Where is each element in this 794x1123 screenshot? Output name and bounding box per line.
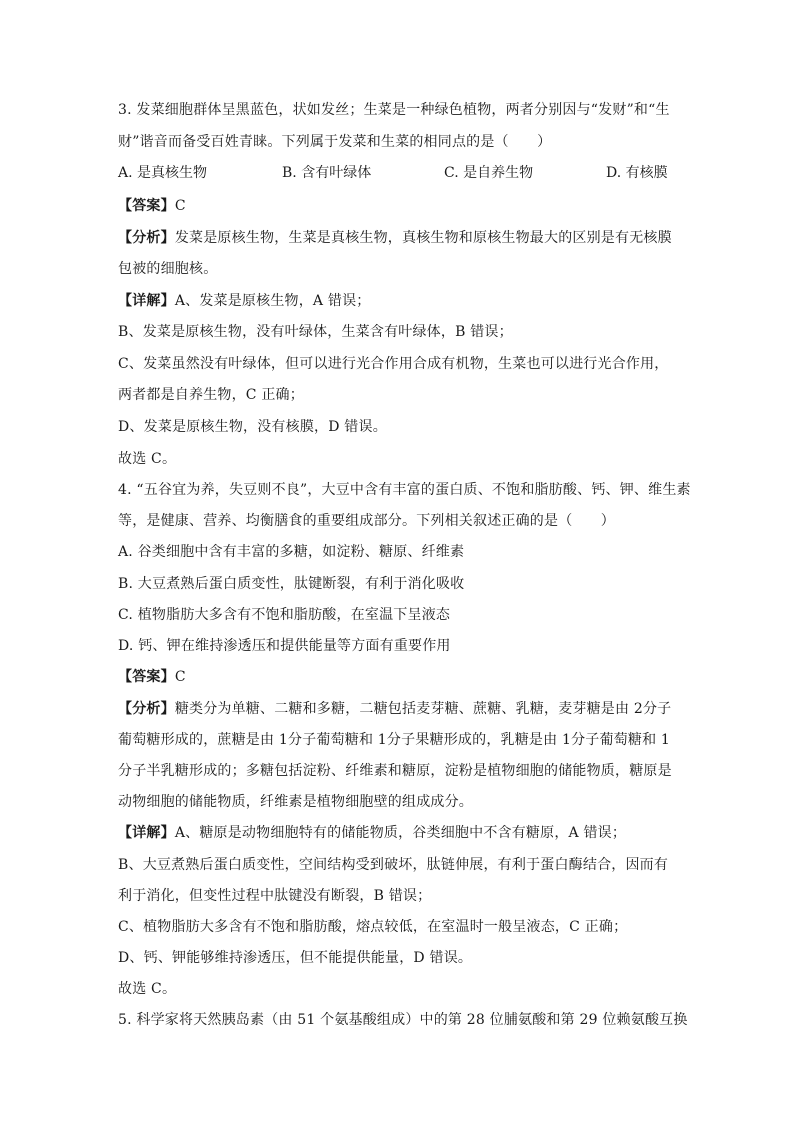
q3-answer <box>118 196 186 216</box>
answer-tag: 【答案】 <box>118 198 175 214</box>
q3-detail-line-3: C、发菜虽然没有叶绿体，但可以进行光合作用合成有机物，生菜也可以进行光合作用， <box>118 356 669 372</box>
q4-detail-line-4: C、植物脂肪大多含有不饱和脂肪酸，熔点较低，在室温时一般呈液态，C 正确； <box>118 919 628 935</box>
q4-stem-line-2: 等，是健康、营养、均衡膳食的重要组成部分。下列相关叙述正确的是（ ） <box>118 513 615 529</box>
detail-tag: 【详解】 <box>118 825 175 841</box>
q4-detail-line-3: 利于消化，但变性过程中肽键没有断裂，B 错误； <box>118 888 432 904</box>
q4-conclusion: 故选 C。 <box>118 981 177 997</box>
q3-analysis-line-2: 包被的细胞核。 <box>118 261 218 277</box>
q4-answer <box>118 667 186 687</box>
q4-option-c: C. 植物脂肪大多含有不饱和脂肪酸，在室温下呈液态 <box>118 607 451 623</box>
q3-detail-line-5: D、发菜是原核生物，没有核膜，D 错误。 <box>118 419 387 435</box>
detail-tag: 【详解】 <box>118 293 175 309</box>
q4-analysis-line-4: 动物细胞的储能物质，纤维素是植物细胞壁的组成成分。 <box>118 794 473 810</box>
q5-stem-line-1: 5. 科学家将天然胰岛素（由 51 个氨基酸组成）中的第 28 位脯氨酸和第 29 位赖氨酸互换 <box>118 1012 688 1028</box>
q3-conclusion: 故选 C。 <box>118 451 177 467</box>
q4-analysis-line-2: 葡萄糖形成的，蔗糖是由 1分子葡萄糖和 1分子果糖形成的，乳糖是由 1分子葡萄糖和 1 <box>118 732 671 748</box>
q4-stem-line-1: 4. “五谷宜为养，失豆则不良”，大豆中含有丰富的蛋白质、不饱和脂肪酸、钙、钾、维生素 <box>118 482 691 498</box>
q3-detail-line-1 <box>118 291 370 311</box>
q3-option-b: B. 含有叶绿体 <box>282 165 372 181</box>
q3-analysis-line-1 <box>118 228 672 248</box>
answer-tag: 【答案】 <box>118 669 175 685</box>
answer-value: C <box>174 198 186 214</box>
q4-detail-line-2: B、大豆煮熟后蛋白质变性，空间结构受到破坏，肽链伸展，有利于蛋白酶结合，因而有 <box>118 857 669 873</box>
analysis-tag: 【分析】 <box>118 701 175 717</box>
q3-stem-line-2: 财”谐音而备受百姓青睐。下列属于发菜和生菜的相同点的是（ ） <box>118 134 552 150</box>
q4-detail-line-1 <box>118 823 626 843</box>
q3-stem-line-1: 3. 发菜细胞群体呈黑蓝色，状如发丝；生菜是一种绿色植物，两者分别因与“发财”和“生 <box>118 102 670 118</box>
answer-value: C <box>174 669 186 685</box>
q4-option-d: D. 钙、钾在维持渗透压和提供能量等方面有重要作用 <box>118 638 451 654</box>
q3-detail-line-4: 两者都是自养生物，C 正确； <box>118 387 304 403</box>
analysis-text: 糖类分为单糖、二糖和多糖，二糖包括麦芽糖、蔗糖、乳糖，麦芽糖是由 2分子 <box>174 701 672 717</box>
analysis-text: 发菜是原核生物，生菜是真核生物，真核生物和原核生物最大的区别是有无核膜 <box>174 230 672 246</box>
q4-option-a: A. 谷类细胞中含有丰富的多糖，如淀粉、糖原、纤维素 <box>118 544 465 560</box>
q3-option-d: D. 有核膜 <box>606 165 668 181</box>
q4-option-b: B. 大豆煮熟后蛋白质变性，肽键断裂，有利于消化吸收 <box>118 576 465 592</box>
q3-option-c: C. 是自养生物 <box>444 165 534 181</box>
analysis-tag: 【分析】 <box>118 230 175 246</box>
q4-analysis-line-3: 分子半乳糖形成的；多糖包括淀粉、纤维素和糖原，淀粉是植物细胞的储能物质，糖原是 <box>118 763 672 779</box>
detail-text: A、糖原是动物细胞特有的储能物质，谷类细胞中不含有糖原，A 错误； <box>174 825 627 841</box>
q3-option-a: A. 是真核生物 <box>118 165 208 181</box>
q3-detail-line-2: B、发菜是原核生物，没有叶绿体，生菜含有叶绿体，B 错误； <box>118 324 513 340</box>
q4-detail-line-5: D、钙、钾能够维持渗透压，但不能提供能量，D 错误。 <box>118 950 473 966</box>
detail-text: A、发菜是原核生物，A 错误； <box>174 293 371 309</box>
q4-analysis-line-1 <box>118 699 671 719</box>
